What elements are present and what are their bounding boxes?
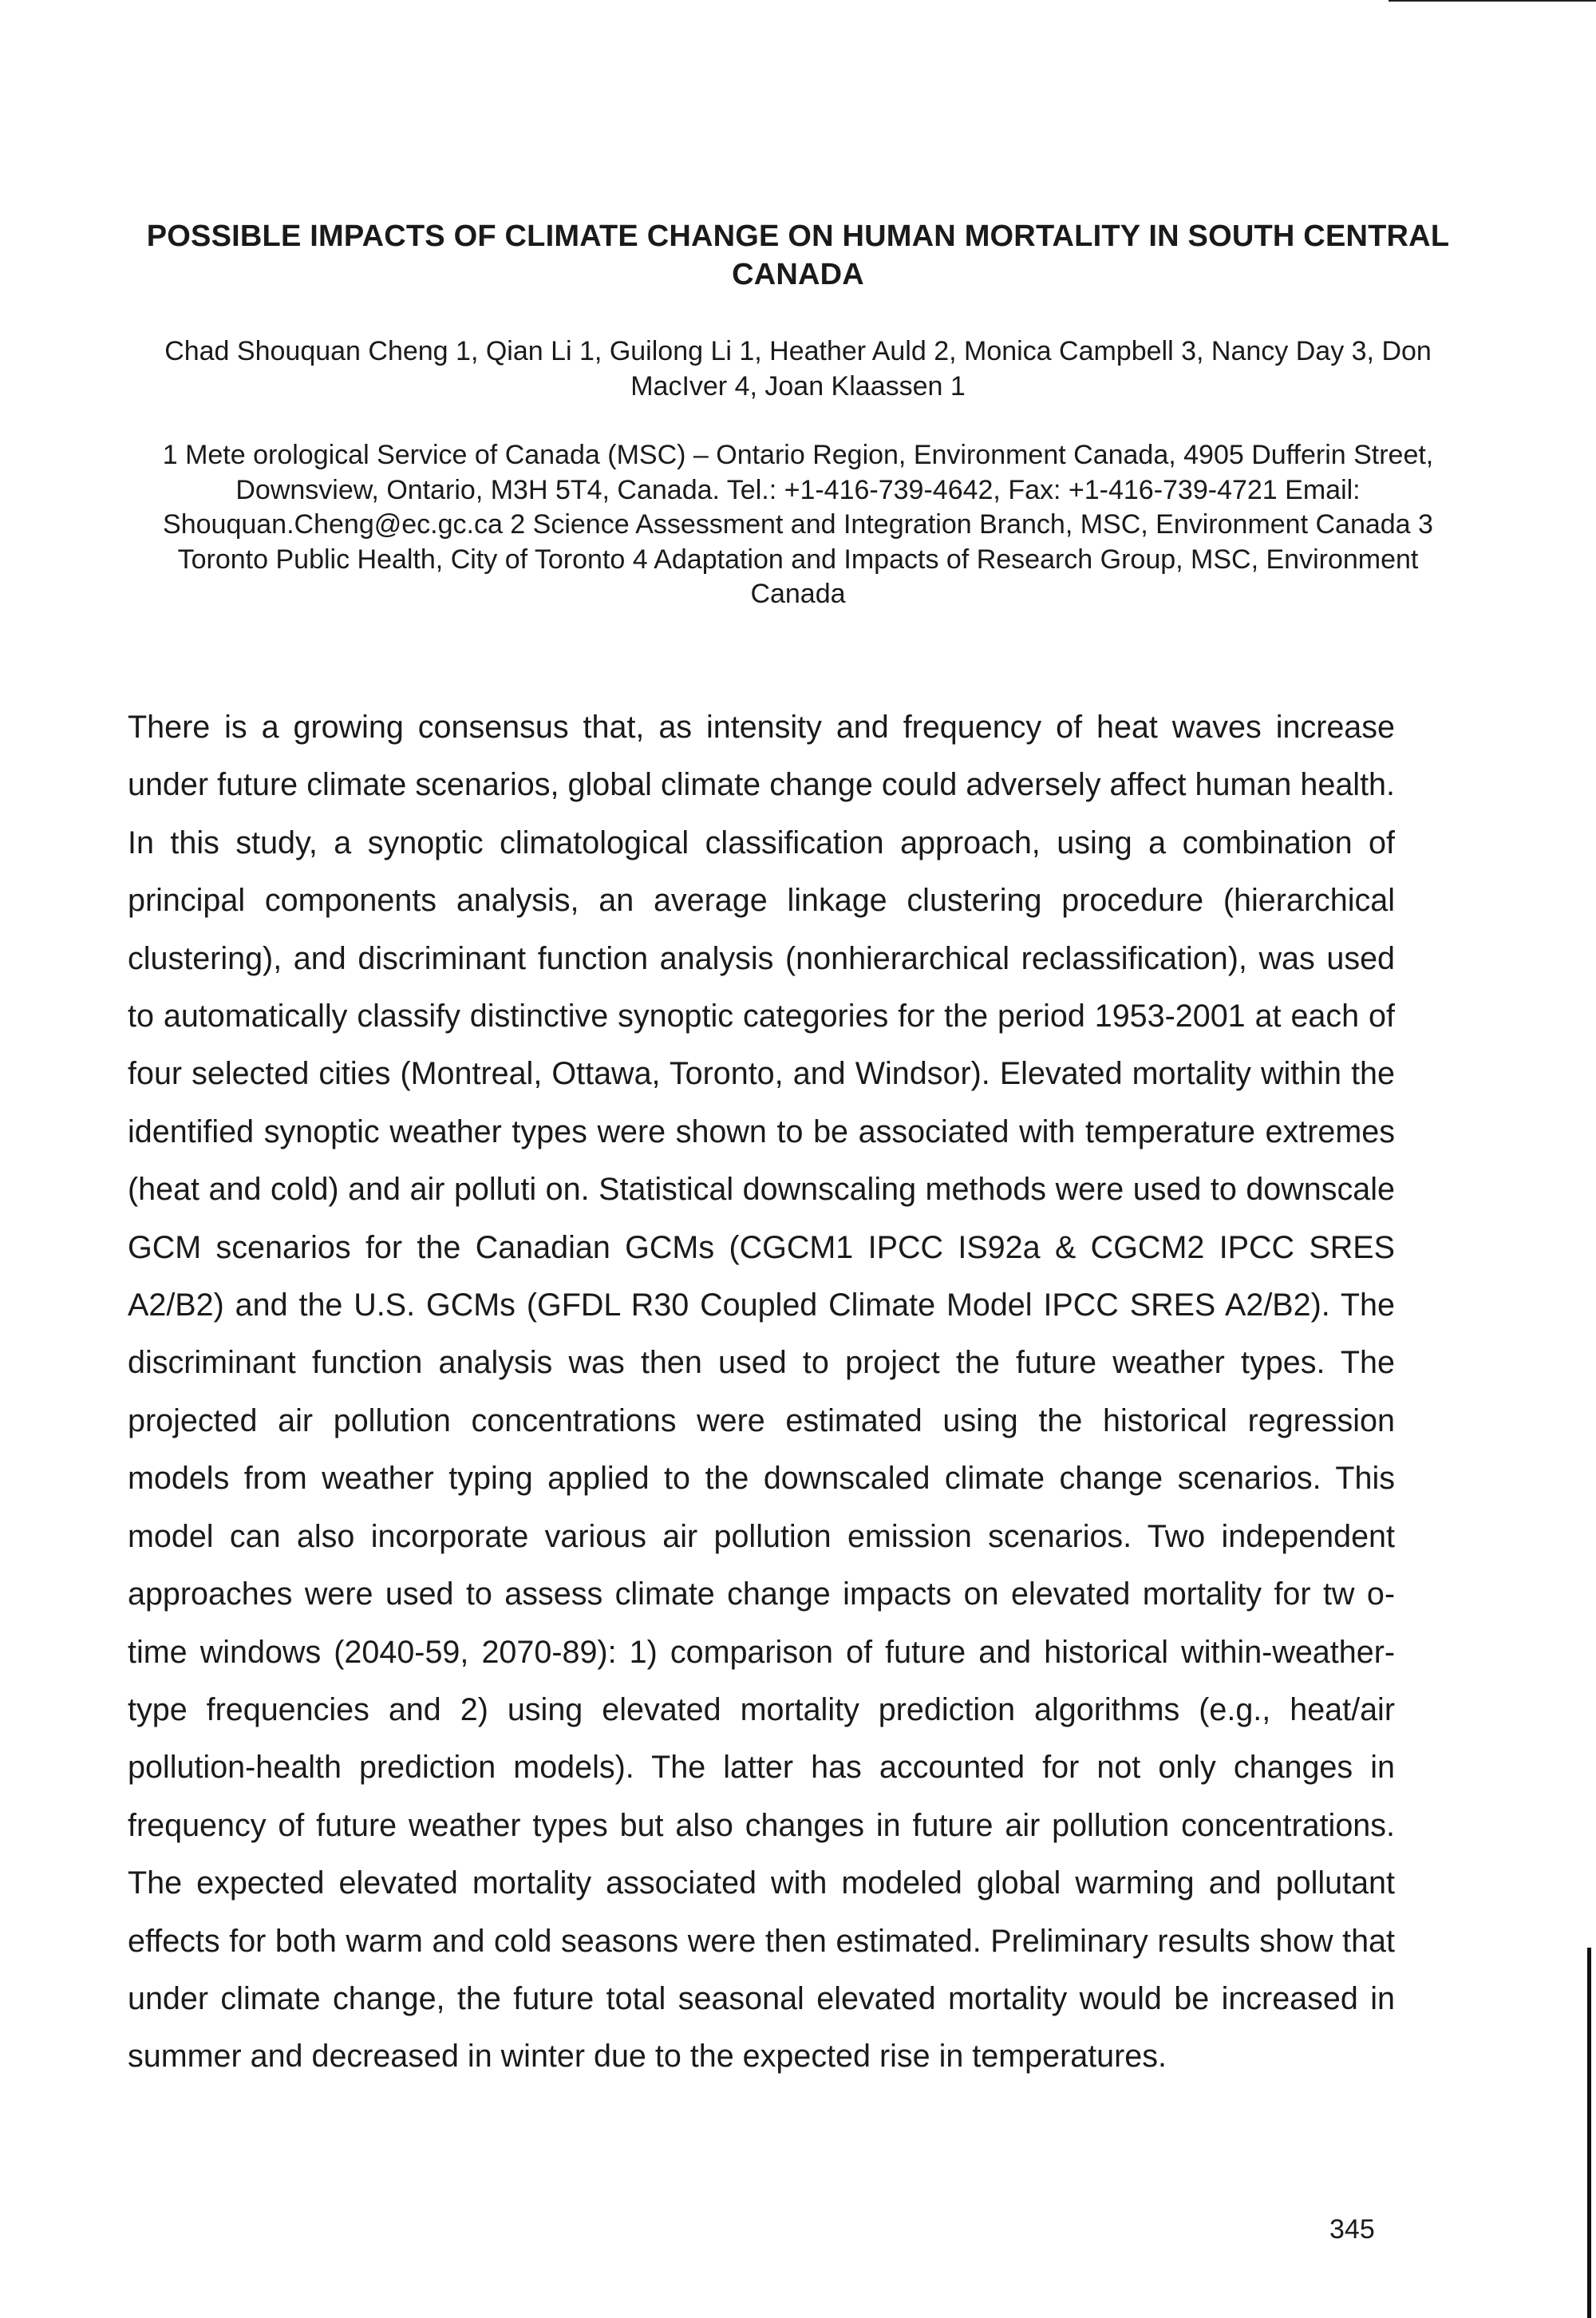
page-number: 345 bbox=[1329, 2214, 1375, 2245]
abstract-text: There is a growing consensus that, as intensity and frequency of heat waves increase under future climate scenarios, global climate change could adversely affect human health. In this study, a synoptic climatological classification approach, using a combination of principal components analysis, an average linkage clustering procedure (hierarchical clustering), and discriminant function analysis (nonhierarchical reclassification), was used to automatically classify distinctive synoptic categories for the period 1953-2001 at each of four selected cities (Montreal, Ottawa, Toronto, and Windsor). Elevated mortality within the identified synoptic weather types were shown to be associated with temperature extremes (heat and cold) and air polluti on. Statistical downscaling methods were used to downscale GCM scenarios for the Canadian GCMs (CGCM1 IPCC IS92a & CGCM2 IPCC SRES A2/B2) and the U.S. GCMs (GFDL R30 Coupled Climate Model IPCC SRES A2/B2). The discriminant function analysis was then used to project the future weather types. The projected air pollution concentrations were estimated using the historical regression models from weather typing applied to the downscaled climate change scenarios. This model can also incorporate various air pollution emission scenarios. Two independent approaches were used to assess climate change impacts on elevated mortality for tw o-time windows (2040-59, 2070-89): 1) comparison of future and historical within-weather-type frequencies and 2) using elevated mortality prediction algorithms (e.g., heat/air pollution-health prediction models). The latter has accounted for not only changes in frequency of future weather types but also changes in future air pollution concentrations. The expected elevated mortality associated with modeled global warming and pollutant effects for both warm and cold seasons were then estimated. Preliminary results show that under climate change, the future total seasonal elevated mortality would be increased in summer and decreased in winter due to the expected rise in temperatures. bbox=[128, 710, 1395, 2075]
scan-edge-top bbox=[1389, 0, 1596, 2]
affiliations: 1 Mete orological Service of Canada (MSC) – Ontario Region, Environment Canada, 4905 Dufferin Street, Downsview, Ontario, M3H 5T4, Canada. Tel.: +1-416-739-4642, Fax: +1-416-739-4721 Email: Shouquan.Cheng@ec.gc.ca 2 Science Assessment and Integration Branch, MSC, Environment Canada 3 Toronto Public Health, City of Toronto 4 Adaptation and Impacts of Research Group, MSC, Environment Canada bbox=[162, 440, 1434, 609]
author-list: Chad Shouquan Cheng 1, Qian Li 1, Guilong Li 1, Heather Auld 2, Monica Campbell 3, Nancy Day 3, Don MacIver 4, Joan Klaassen 1 bbox=[164, 336, 1432, 401]
scan-edge-right bbox=[1587, 1948, 1591, 2318]
paper-title: POSSIBLE IMPACTS OF CLIMATE CHANGE ON HUMAN MORTALITY IN SOUTH CENTRAL CANADA bbox=[146, 220, 1450, 291]
